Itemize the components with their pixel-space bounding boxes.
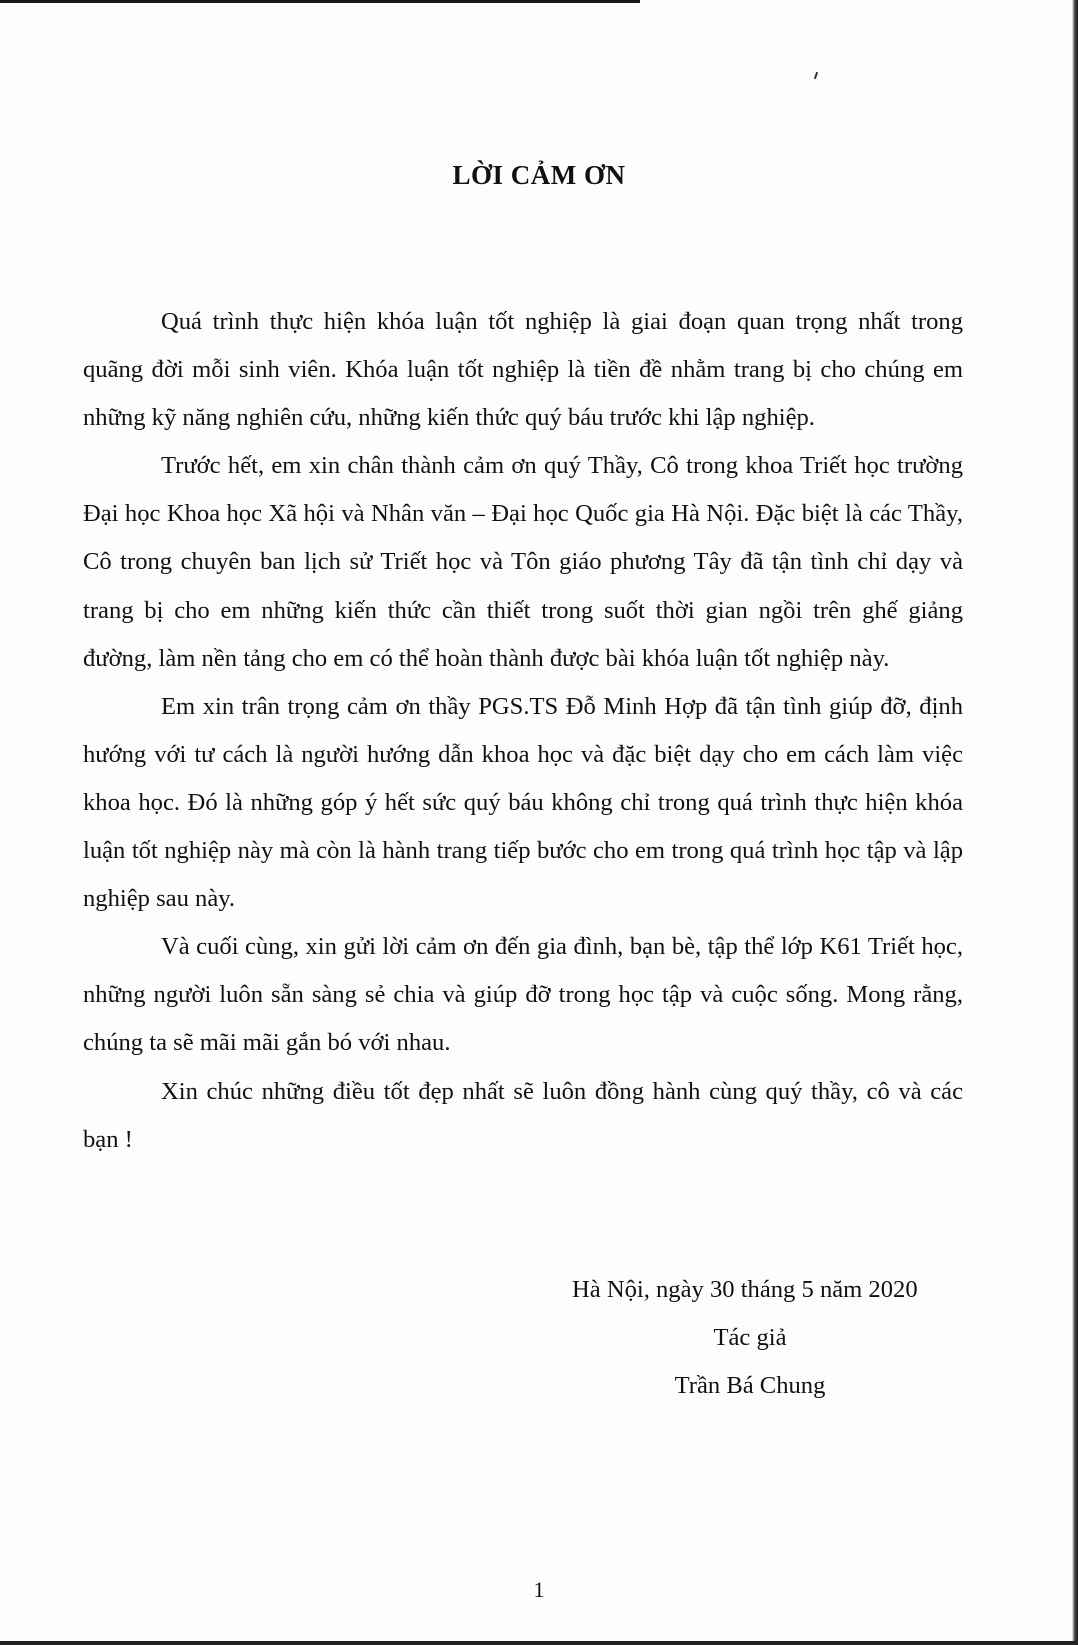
paragraph-2: Trước hết, em xin chân thành cảm ơn quý Thầy, Cô trong khoa Triết học trường Đại học Khoa học Xã hội và Nhân văn – Đại học Quốc gia Hà Nội. Đặc biệt là các Thầy, Cô trong chuyên ban lịch sử Triết học và Tôn giáo phương Tây đã tận tình chỉ dạy và trang bị cho em những kiến thức cần thiết trong suốt thời gian ngồi trên ghế giảng đường, làm nền tảng cho em có thể hoàn thành được bài khóa luận tốt nghiệp này. bbox=[83, 452, 963, 672]
page-title: LỜI CẢM ƠN bbox=[452, 160, 626, 190]
scan-edge-bottom bbox=[0, 1641, 1078, 1645]
signature-name: Trần Bá Chung bbox=[674, 1372, 826, 1399]
acknowledgement-body bbox=[83, 298, 963, 1164]
paragraph-3: Em xin trân trọng cảm ơn thầy PGS.TS Đỗ Minh Hợp đã tận tình giúp đỡ, định hướng với tư cách là người hướng dẫn khoa học và đặc biệt dạy cho em cách làm việc khoa học. Đó là những góp ý hết sức quý báu không chỉ trong quá trình thực hiện khóa luận tốt nghiệp này mà còn là hành trang tiếp bước cho em trong quá trình học tập và lập nghiệp sau này. bbox=[83, 692, 963, 913]
paragraph-4: Và cuối cùng, xin gửi lời cảm ơn đến gia đình, bạn bè, tập thể lớp K61 Triết học, những người luôn sẵn sàng sẻ chia và giúp đỡ trong học tập và cuộc sống. Mong rằng, chúng ta sẽ mãi mãi gắn bó với nhau. bbox=[83, 933, 963, 1057]
paragraph-5: Xin chúc những điều tốt đẹp nhất sẽ luôn đồng hành cùng quý thầy, cô và các bạn ! bbox=[83, 1077, 963, 1153]
signature-place-date: Hà Nội, ngày 30 tháng 5 năm 2020 bbox=[572, 1276, 918, 1303]
scan-edge-right bbox=[1072, 0, 1078, 1645]
signature-block bbox=[520, 1266, 980, 1410]
signature-role: Tác giả bbox=[713, 1324, 787, 1351]
scan-edge-top bbox=[0, 0, 640, 3]
paragraph-1: Quá trình thực hiện khóa luận tốt nghiệp là giai đoạn quan trọng nhất trong quãng đời mỗi sinh viên. Khóa luận tốt nghiệp là tiền đề nhằm trang bị cho chúng em những kỹ năng nghiên cứu, những kiến thức quý báu trước khi lập nghiệp. bbox=[83, 308, 963, 432]
scan-speck bbox=[814, 72, 818, 79]
page-number: 1 bbox=[533, 1577, 545, 1602]
